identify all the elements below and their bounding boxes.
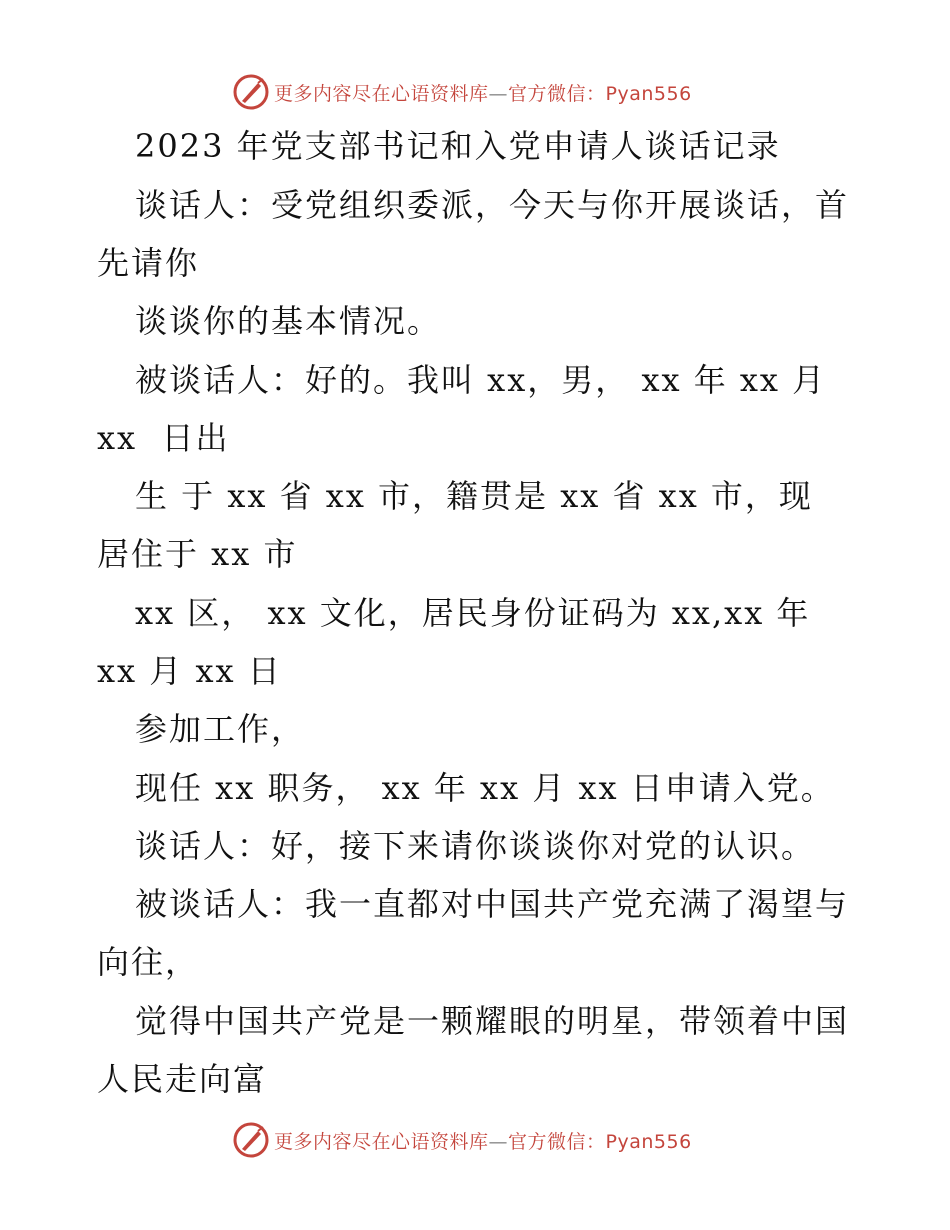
text-line: 向往， [97,943,200,981]
watermark-brand: 更多内容尽在心语资料库 [274,82,489,105]
text-line: 人民走向富 [97,1060,268,1098]
document-title: 2023 年党支部书记和入党申请人谈话记录 [135,127,781,165]
watermark-brand: 更多内容尽在心语资料库 [274,1130,489,1153]
watermark-text [274,79,692,106]
quill-logo-icon [232,1121,270,1159]
text-line: 被谈话人：我一直都对中国共产党充满了渴望与 [135,885,850,923]
watermark-text [274,1127,692,1154]
text-line: 参加工作， [135,710,306,748]
text-line: xx 区， xx 文化，居民身份证码为 xx,xx 年 [135,594,811,632]
text-line: 现任 xx 职务， xx 年 xx 月 xx 日申请入党。 [135,769,835,807]
text-line: 谈话人：受党组织委派，今天与你开展谈话，首 [135,186,850,224]
text-line: 居住于 xx 市 [97,535,298,573]
watermark-separator: — [488,82,509,105]
watermark-contact: 官方微信：Pyan556 [508,1130,692,1153]
text-line: 谈话人：好，接下来请你谈谈你对党的认识。 [135,827,816,865]
text-line: 生 于 xx 省 xx 市，籍贯是 xx 省 xx 市，现 [135,477,813,515]
text-line: 被谈话人：好的。我叫 xx，男， xx 年 xx 月 [135,361,827,399]
watermark-separator: — [488,1130,509,1153]
header-watermark [232,72,692,112]
text-line: 谈谈你的基本情况。 [135,302,442,340]
text-line: 觉得中国共产党是一颗耀眼的明星，带领着中国 [135,1002,850,1040]
text-line: 先请你 [97,244,200,282]
footer-watermark [232,1120,692,1160]
text-line: xx 月 xx 日 [97,652,282,690]
quill-logo-icon [232,73,270,111]
watermark-contact: 官方微信：Pyan556 [508,82,692,105]
text-line: xx 日出 [97,419,230,457]
